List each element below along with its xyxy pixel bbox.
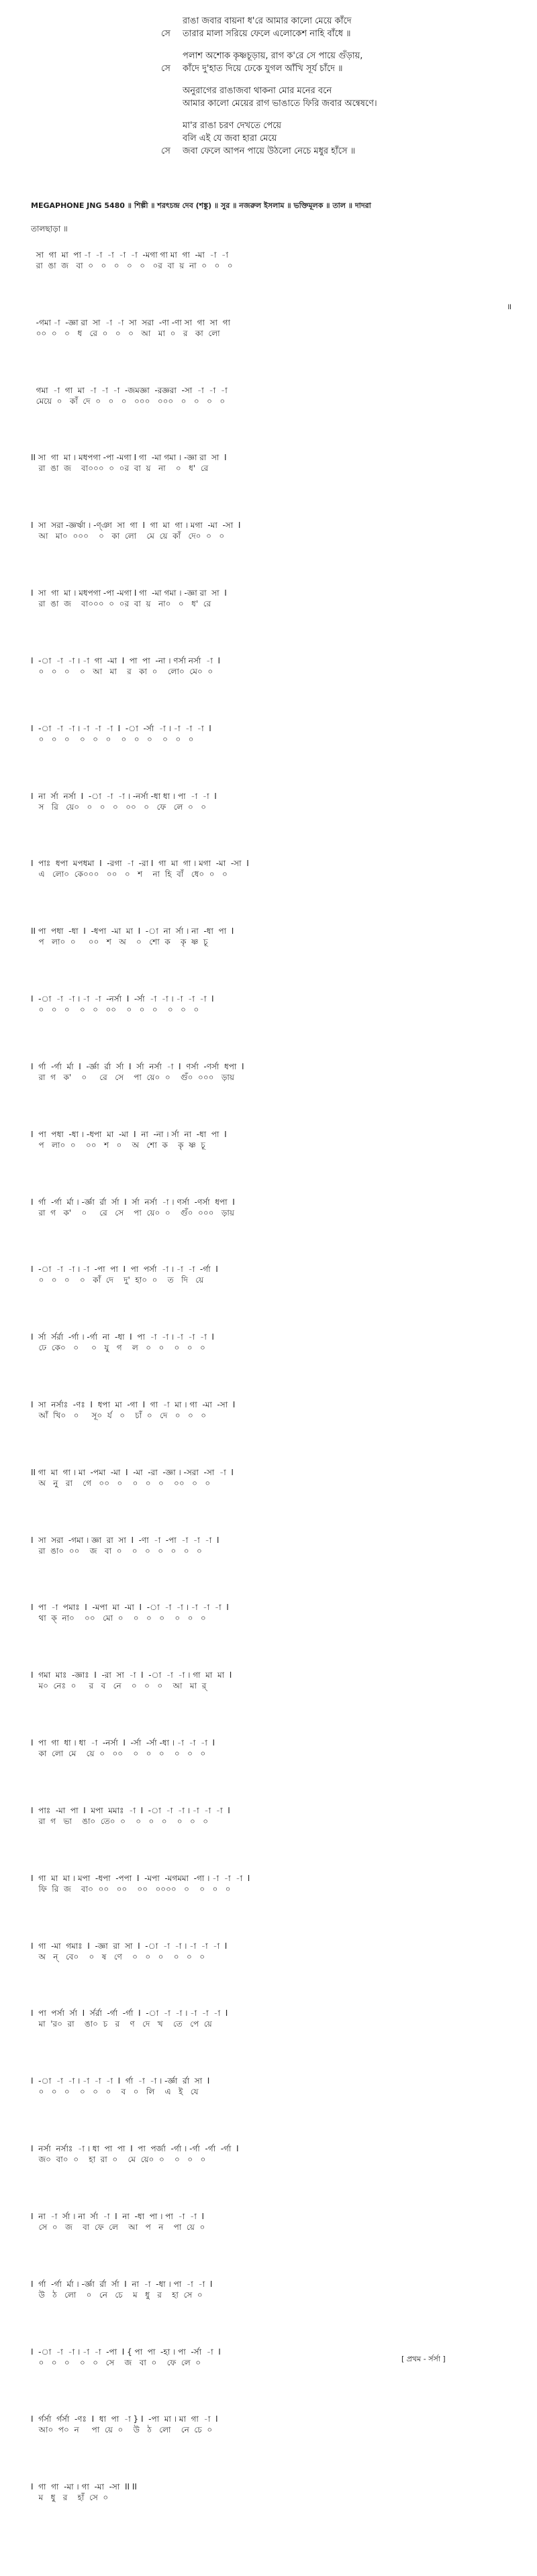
notation-row xyxy=(31,588,521,609)
notation-row xyxy=(31,1061,521,1083)
swara-line: I -া -া -া । -া -া -পা I { পা পা -হা । পা -র্সা -া I xyxy=(31,2347,221,2357)
notation-row xyxy=(31,655,521,677)
lyric-text: তারার মালা সরিয়ে ফেলে এলোকেশ নাহি বাঁধে ॥ xyxy=(183,29,351,39)
notation-row xyxy=(31,1941,521,1962)
lyric-text: অনুরাগের রাঙাজবা থাকনা মোর মনের বনে xyxy=(183,86,332,96)
notation-row xyxy=(31,1467,521,1489)
lyric-line xyxy=(161,97,510,110)
notation-row xyxy=(31,858,521,879)
notation-row xyxy=(31,250,521,271)
swara-line: I র্গা -র্গা র্মা I -র্জ্ঞা র্রা র্সা I র্সা নর্সা -া I ণর্সা -ণর্সা ধপা I xyxy=(31,1062,244,1071)
lyric-line xyxy=(161,145,510,158)
notation-row xyxy=(31,2414,521,2435)
bani-line: ম০ নেঃ ০ র ব নে ০ ০ ০ আ মা র্ xyxy=(31,1681,207,1690)
swara-line: I -া -া -া । -া -া -নর্সা I -র্সা -া -া । -া -া -া I xyxy=(31,994,214,1004)
bani-line: রা গ ক' ০ রে সে পা য়ে০ ০ গুঁ০ ০০০ ড়ায় xyxy=(31,1073,234,1082)
swara-line: I গা মা মা । মপা -ধপা -পপা I -মপা -মগমমা -গা । -া -া -া I xyxy=(31,1874,250,1883)
lyric-stanza xyxy=(161,50,510,75)
swara-line: I না র্সা নর্সা I -া -া -া । -নর্সা -ধা ধা । পা -া -া I xyxy=(31,792,217,801)
notation-row xyxy=(31,1873,521,1894)
bani-line: প লা০ ০ ০০ শ ০ অ শো ক কৃ ষ্ণ চূ xyxy=(31,1140,205,1150)
bani-line: মা 'র০ রা ঙা০ চ র ণ দে খ তে পে য়ে xyxy=(31,2019,212,2029)
lyric-stanza xyxy=(161,15,510,40)
lyric-line xyxy=(161,62,510,75)
notation-row xyxy=(31,1197,521,1218)
lyric-line xyxy=(161,85,510,97)
bani-line: আঁ খি০ ০ সূ০ র্য ০ চাঁ ০ দে ০ ০ ০ xyxy=(31,1411,207,1420)
swara-line: I না -া র্সা । না র্সা -া I না -ধা পা । পা -া -া I xyxy=(31,2212,205,2221)
swara-line: II গা মা গা । মা -পমা -মা I -মা -রা -জ্ঞা । -সরা -সা -া I xyxy=(31,1468,234,1477)
swara-line: I র্গা -র্গা র্মা । -র্জ্ঞা র্রা র্সা I না -া -ধা । পা -া -া I xyxy=(31,2279,213,2289)
swara-line: I পা পধা -ধা । -ধপা মা -মা I না -না । র্সা না -ধা পা I xyxy=(31,1130,227,1139)
lyric-stanza xyxy=(161,119,510,158)
lyric-text: আমার কালো মেয়ের রাগ ভাঙাতে ফিরি জবার অন্বেষণে। xyxy=(183,99,377,109)
swara-line: I পা পর্সা র্সা I র্সর্রা -র্গা -র্গা I -া -া -া । -া -া -া I xyxy=(31,2008,228,2018)
song-lyrics xyxy=(161,15,510,167)
bani-line: থা ক্ না০ ০০ মো ০ ০ ০ ০ ০ ০ ০ xyxy=(31,1613,206,1623)
swara-line: II সা গা মা । মধপগা -পা -মগা I গা -মা গমা । -জ্ঞা রা সা I xyxy=(31,453,227,462)
notation-row xyxy=(31,2211,521,2233)
lyric-text: রাঙা জবার বায়না ধ'রে আমার কালো মেয়ে কাঁদে xyxy=(183,16,352,26)
notation-row xyxy=(31,791,521,812)
swara-line: I -া -া -া । -া -পা পা I পা পর্সা -া । -া -া -র্গা I xyxy=(31,1265,218,1274)
notation-row xyxy=(31,2008,521,2029)
swara-line: I পা গা ধা । ধা -া -নর্সা I -র্সা -র্সা -ধা । -া -া -া I xyxy=(31,1738,215,1748)
lyric-text: মা'র রাঙা চরণ দেখতে পেয়ে xyxy=(183,121,282,131)
notation-row xyxy=(31,1129,521,1150)
bani-line: ০ ০ ০ ০ কাঁ দে দু' হা০ ০ ত দি য়ে xyxy=(31,1275,204,1285)
swara-line: I র্গা -র্গা র্মা । -র্জ্ঞা র্রা র্সা I র্সা নর্সা -া । ণর্সা -ণর্সা ধপা I xyxy=(31,1197,235,1207)
bani-line: ম ধু র হাঁ সে ০ xyxy=(31,2493,109,2502)
bani-line: আ মা০ ০০০ ০ কা লো মে য়ে কাঁ দে০ ০ ০ xyxy=(31,531,225,541)
bani-line: রা গ ভা ঙা০ তে০ ০ ০ ০ ০ ০ ০ ০ xyxy=(31,1817,209,1826)
swara-line: I সা নর্সাঃ -ণঃ I ধপা মা -গা I গা -া মা । গা -মা -সা I xyxy=(31,1400,236,1409)
notation-row xyxy=(31,1332,521,1353)
swara-line: গমা -া গা মা -া -া -া -জমজ্ঞা -রজ্ঞরা -সা -া -া -া xyxy=(31,386,228,395)
notation-row xyxy=(31,2347,521,2368)
bani-line: রা ঙা০ ০০ জ বা ০ ০ ০ ০ ০ ০ ০ xyxy=(31,1546,202,1556)
lyric-prefix: সে xyxy=(161,146,170,156)
taal-label: তালছাড়া ॥ xyxy=(31,224,68,233)
notation-row xyxy=(31,1602,521,1623)
bani-line: কা লো মে য়ে ০ ০০ ০ ০ ০ ০ ০ ০ xyxy=(31,1749,206,1758)
swara-line: I -া -া -া । -া -া -া I -া -র্সা -া । -া -া -া I xyxy=(31,724,211,733)
lyric-text: বলি এই যে জবা হারা মেয়ে xyxy=(183,133,277,144)
lyric-prefix: সে xyxy=(161,64,170,74)
lyric-stanza xyxy=(161,85,510,110)
bani-line: ০ ০ ০ ০ আ মা র কা ০ লো০ মে০ ০ xyxy=(31,667,213,676)
bani-line: স রি য়ে০ ০ ০ ০ ০০ ০ ফে লে ০ ০ xyxy=(31,802,207,812)
notation-row xyxy=(31,1737,521,1759)
bani-line: ০ ০ ০ ০ ০ ০০ ০ ০ ০ ০ ০ ০ xyxy=(31,1005,199,1014)
notation-row xyxy=(31,1670,521,1691)
notation-row xyxy=(31,452,521,474)
bani-line: ০ ০ ০ ০ ০ ০ ০ ০ ০ ০ ০ ০ xyxy=(31,735,194,744)
swara-line: I -া -া -া । -া গা -মা I পা পা -না । ণর্সা নর্সা -া I xyxy=(31,656,221,665)
bani-line: অ ন্ বে০ ০ ষ ণে ০ ০ ০ ০ ০ ০ xyxy=(31,1952,205,1962)
swara-line: I গমা মাঃ -জ্ঞাঃ I -রা সা -া I -া -া -া । গা মা মা I xyxy=(31,1670,232,1680)
swara-line: I পা -া পমাঃ I -মপা মা -মা I -া -া -া । -া -া -া I xyxy=(31,1603,229,1612)
bani-line: রা ঙা জ বা০০০ ০ ০র বা য় না ০ ধ' রে xyxy=(31,464,209,473)
lyric-text: পলাশ অশোক কৃষ্ণচূড়ায়, রাগ ক'রে সে পায়ে গুঁড়ায়, xyxy=(183,51,363,61)
notation-row xyxy=(31,1399,521,1421)
swara-line: I র্গর্সা র্গর্সা -ণঃ I ধা পা -া } I -পা মা । মা গা -া I xyxy=(31,2414,218,2424)
lyric-line xyxy=(161,15,510,28)
notation-row xyxy=(31,317,521,339)
swara-line: I গা গা -মা । গা -মা -সা II II xyxy=(31,2482,137,2491)
swara-line: I সা সরা -গমা । জ্ঞা রা সা I -ণা -া -পা -া -া -া I xyxy=(31,1536,219,1545)
swara-line: সা গা মা পা -া -া -া -া -া -মগা গা মা গা -মা -া -া xyxy=(31,250,228,260)
bani-line: জ০ বা০ ০ হা রা ০ মে য়ে০ ০ ০ ০ ০ xyxy=(31,2155,206,2164)
bracket-note: [ প্রথম - র্সর্সা ] xyxy=(401,2355,446,2363)
bani-line: ফি রি জ বা০ ০০ ০০ ০০ ০০০০ ০ ০ ০ ০ xyxy=(31,1884,231,1894)
lyric-line xyxy=(161,132,510,145)
lyric-line xyxy=(161,119,510,132)
notation-row xyxy=(31,2143,521,2165)
swara-line: I পাঃ ধপা মপধমা I -রগা -া -রা I গা মা গা । মগা -মা -সা I xyxy=(31,859,249,868)
bani-line: রা ঙা জ বা ০ ০ ০ ০ ০ ০র বা য় না ০ ০ ০ xyxy=(31,261,233,270)
swara-line: I নর্সা নর্সাঃ -া । ধা পা পা I পা পর্জা -র্গা । -র্গা -র্গা -র্গা I xyxy=(31,2144,239,2153)
notation-row xyxy=(31,2279,521,2300)
notation-row xyxy=(31,1805,521,1827)
notation-row xyxy=(31,994,521,1015)
bani-line: ০০ ০ ০ ধ রে ০ ০ ০ আ মা ০ র কা লো xyxy=(31,329,220,338)
bani-line: ঢে কে০ ০ ০ যু গ ল ০ ০ ০ ০ ০ xyxy=(31,1343,205,1352)
bani-line: রা ঙা জ বা০০০ ০ ০র বা য় না০ ০ ধ' রে xyxy=(31,599,211,608)
section-marker: ॥ xyxy=(507,302,512,311)
notation-row xyxy=(31,926,521,947)
lyric-line xyxy=(161,28,510,40)
bani-line: ০ ০ ০ ০ ০ সে জ বা ০ ফে লে ০ xyxy=(31,2358,201,2367)
swara-line: I পাঃ -মা পা I মপা মমাঃ -া I -া -া -া । -া -া -া I xyxy=(31,1806,230,1815)
bani-line: আ০ প০ ন পা য়ে ০ উ ঠ লো নে চে ০ xyxy=(31,2425,213,2434)
bani-line: উ ঠ লো ০ নে চে ম ধু র হা সে ০ xyxy=(31,2290,203,2300)
lyric-prefix: সে xyxy=(161,29,170,39)
notation-row xyxy=(31,2481,521,2503)
notation-row xyxy=(31,385,521,407)
bani-line: ০ ০ ০ ০ ০ ০ ব ০ লি এ ই যে xyxy=(31,2087,199,2096)
bani-line: সে ০ জ বা ফে লে আ প ন পা য়ে ০ xyxy=(31,2222,205,2232)
swara-line: I -া -া -া । -া -া -া I র্গা -া -া । -র্জ্ঞা র্রা সা I xyxy=(31,2076,210,2086)
notation-row xyxy=(31,2076,521,2097)
swara-line: I সা সরা -জ্ঞর্ঋা । -ণ্ঞা সা গা I গা মা গা । মগা -মা -সা I xyxy=(31,521,241,530)
swara-line: -গমা -া -জ্ঞা রা সা -া -া সা সরা -ণা -ণা সা গা সা গা xyxy=(31,318,230,327)
notation-row xyxy=(31,723,521,745)
notation-row xyxy=(31,1535,521,1556)
notation-row xyxy=(31,520,521,541)
bani-line: প লা০ ০ ০০ শ অ ০ শো ক কৃ ষ্ণ চূ xyxy=(31,937,208,947)
notation-row xyxy=(31,1264,521,1285)
bani-line: রা গ ক' ০ রে সে পা য়ে০ ০ গুঁ০ ০০০ ড়ায় xyxy=(31,1208,234,1218)
swara-line: I র্সা র্সর্রা -র্গা । -র্গা না -ধা I পা -া -া । -া -া -া I xyxy=(31,1332,214,1342)
lyric-text: জবা ফেলে আপন পায়ে উঠলো নেচে মধুর হাঁসে ॥ xyxy=(183,146,356,156)
bani-line: এ লো০ কে০০০ ০০ ০ শ না হি বাঁ ধে০ ০ ০ xyxy=(31,869,228,879)
record-credits: MEGAPHONE JNG 5480 ॥ শিল্পী ॥ শরৎচন্দ্র দেব (শঙ্কু) ॥ সুর ॥ নজরুল ইসলাম ॥ ভক্তিমূলক ॥ তাল ॥ দাদরা xyxy=(31,201,371,210)
lyric-line xyxy=(161,50,510,62)
bani-line: মেয়ে ০ কাঁ দে ০ ০ ০ ০০০ ০০০ ০ ০ ০ ০ xyxy=(31,396,226,406)
swara-line: II পা পধা -ধা I -ধপা -মা মা I -া না র্সা । না -ধা পা I xyxy=(31,926,234,936)
swara-line: I গা -মা গমাঃ I -জ্ঞা রা সা I -া -া -া । -া -া -া I xyxy=(31,1941,228,1951)
lyric-text: কাঁদে দু'হাত দিয়ে ঢেকে যুগল আঁখি সূর্য চাঁদে ॥ xyxy=(183,64,343,74)
bani-line: অ নু রা গে ০০ ০ ০ ০ ০ ০০ ০ ০ xyxy=(31,1479,211,1488)
swara-line: I সা গা মা । মধপগা -পা -মগা I গা -মা গমা । -জ্ঞা রা সা I xyxy=(31,588,227,598)
